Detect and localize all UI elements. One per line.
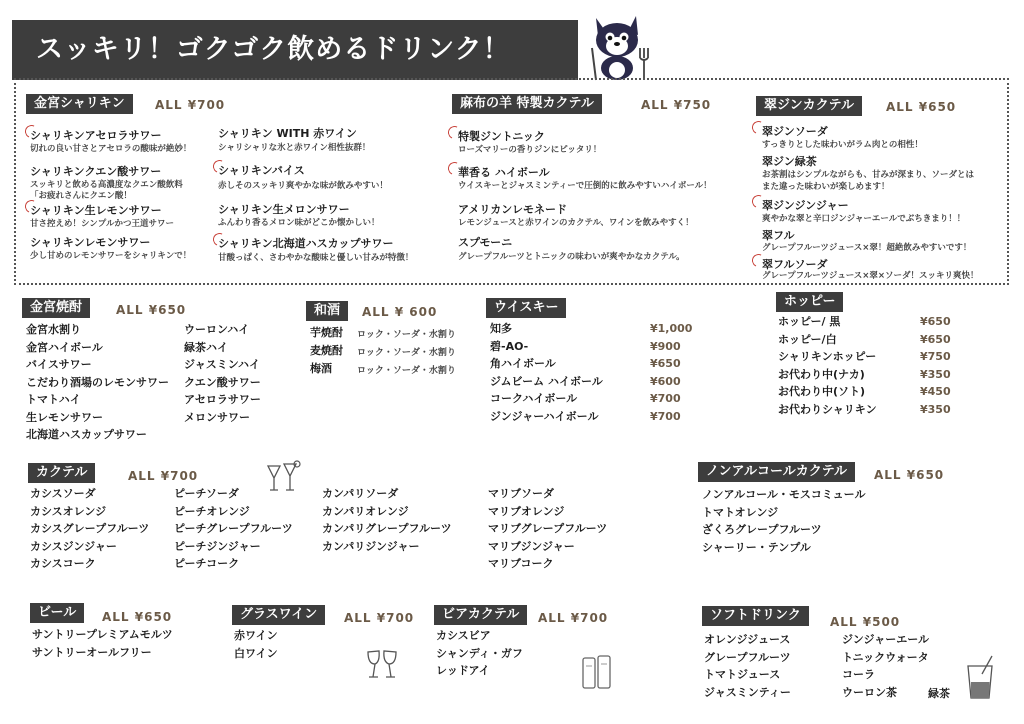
soft-drink-glass-icon (962, 654, 998, 700)
menu-list (32, 626, 173, 661)
menu-item-price: ¥600 (650, 374, 681, 388)
menu-item: ジャスミンハイ (184, 358, 261, 371)
menu-item: シャンディ・ガフ (436, 646, 523, 660)
menu-item: 翠ジンジンジャー (762, 199, 849, 212)
menu-item-desc: ウイスキーとジャスミンティーで圧倒的に飲みやすいハイボール！ (458, 181, 712, 191)
menu-item: ピーチジンジャー (174, 539, 261, 553)
mascot-logo (584, 10, 654, 82)
section-price-cocktail: ALL ¥700 (128, 469, 199, 483)
menu-item-price: ¥350 (920, 367, 951, 381)
menu-item: お代わり中(ナカ) (778, 367, 865, 381)
menu-item: 特製ジントニック (458, 130, 545, 143)
menu-item-price: ¥450 (920, 385, 951, 398)
menu-item: 麦焼酎 (310, 344, 343, 357)
menu-item: シャリキンホッピー (778, 350, 877, 363)
menu-item: 知多 (490, 322, 512, 335)
menu-item-desc: レモンジュースと赤ワインのカクテル、ワインを飲みやすく！ (458, 218, 694, 228)
section-price-sake: ALL ¥ 600 (362, 305, 438, 319)
section-title-cocktail: カクテル (28, 463, 95, 483)
section-title-special-cocktail: 麻布の羊 特製カクテル (452, 94, 602, 114)
wine-glasses-icon (364, 646, 400, 682)
menu-item: カンパリオレンジ (322, 504, 409, 518)
beer-mugs-icon (580, 652, 614, 692)
menu-item: マリブオレンジ (488, 504, 565, 518)
menu-item-desc: また違った味わいが楽しめます！ (762, 182, 890, 192)
section-title-shariki: 金宮シャリキン (26, 94, 133, 114)
menu-item: サントリープレミアムモルツ (32, 628, 173, 641)
menu-item: ホッピー/ 黒 (778, 315, 841, 328)
menu-item: ウーロン茶 (842, 685, 897, 699)
menu-item-price: ¥650 (920, 332, 951, 346)
menu-list (174, 485, 293, 573)
menu-item-price: ¥1,000 (650, 322, 693, 335)
section-title-kinmiya: 金宮焼酎 (22, 298, 90, 318)
menu-item-desc: グレープフルーツジュース×翠！超絶飲みやすいです！ (762, 243, 972, 253)
menu-item-desc: ふんわり香るメロン味がどこか懐かしい！ (218, 218, 380, 228)
menu-item-price: ¥650 (920, 315, 951, 328)
section-price-special-cocktail: ALL ¥750 (641, 98, 712, 112)
menu-item: コークハイボール (490, 392, 578, 405)
menu-item: シャリキン生レモンサワー (30, 204, 162, 217)
section-title-wine: グラスワイン (232, 605, 325, 625)
menu-item-price: ¥700 (650, 392, 681, 405)
menu-item: 緑茶 (928, 687, 950, 700)
section-price-beer: ALL ¥650 (102, 610, 173, 624)
menu-item: バイスサワー (26, 358, 92, 371)
menu-list (30, 485, 149, 573)
menu-item-price: ¥750 (920, 350, 951, 363)
menu-item: シャリキン WITH 赤ワイン (218, 127, 357, 140)
section-title-beer: ビール (30, 603, 84, 623)
menu-item: 生レモンサワー (26, 410, 103, 424)
menu-item: カシスコーク (30, 557, 96, 570)
section-title-soft-drink: ソフトドリンク (702, 606, 809, 626)
menu-item-note: ロック・ソーダ・水割り (357, 348, 456, 358)
menu-item: カシスオレンジ (30, 504, 107, 518)
menu-item: マリブグレープフルーツ (488, 522, 608, 535)
menu-item: 梅酒 (310, 362, 332, 375)
menu-item-desc: 甘酸っぱく、さわやかな酸味と優しい甘みが特徴！ (218, 253, 414, 263)
menu-item: 芋焼酎 (310, 326, 343, 339)
menu-item: 角ハイボール (490, 357, 556, 370)
menu-item: シャリキンバイス (218, 164, 305, 177)
menu-item: ジンジャーエール (842, 633, 930, 646)
menu-list (234, 627, 278, 662)
menu-item: 金宮水割り (26, 323, 81, 336)
menu-item-desc: 少し甘めのレモンサワーをシャリキンで！ (30, 251, 192, 261)
section-price-beer-cocktail: ALL ¥700 (538, 611, 609, 625)
menu-list (488, 485, 607, 573)
menu-item: カシスビア (436, 629, 491, 642)
menu-item: カシスジンジャー (30, 539, 117, 553)
menu-item: シャリキン北海道ハスカップサワー (218, 237, 394, 250)
menu-item-note: ロック・ソーダ・水割り (357, 366, 456, 376)
menu-item: トマトジュース (704, 668, 781, 681)
price-list (650, 320, 692, 425)
menu-item-desc: グレープフルーツジュース×翠×ソーダ！スッキリ爽快！ (762, 271, 979, 281)
menu-item: お代わり中(ソト) (778, 385, 866, 398)
menu-item: ジムビーム ハイボール (490, 374, 603, 388)
menu-item-desc: 赤しそのスッキリ爽やかな味が飲みやすい！ (218, 181, 388, 191)
menu-item-price: ¥700 (650, 409, 681, 423)
section-price-soft-drink: ALL ¥500 (830, 615, 901, 629)
menu-item: カンパリグレープフルーツ (322, 522, 452, 535)
price-list (920, 313, 951, 418)
menu-list (490, 320, 603, 425)
menu-item: 碧-AO- (490, 339, 529, 353)
menu-item-price: ¥650 (650, 357, 681, 370)
menu-item-desc: グレープフルーツとトニックの味わいが爽やかなカクテル。 (458, 252, 685, 262)
menu-item: 翠ジン緑茶 (762, 155, 817, 168)
menu-item: カシスソーダ (30, 487, 96, 500)
menu-list (26, 321, 169, 444)
menu-item: 赤ワイン (234, 629, 278, 642)
section-price-wine: ALL ¥700 (344, 611, 415, 625)
menu-item: アセロラサワー (184, 393, 261, 406)
menu-item: 翠フルソーダ (762, 258, 828, 271)
menu-item-desc: 爽やかな翠と辛口ジンジャーエールでぶちきまり！！ (762, 214, 966, 224)
section-price-kinmiya: ALL ¥650 (116, 303, 187, 317)
menu-item-desc: ローズマリーの香りジンにピッタリ！ (458, 145, 602, 155)
menu-item: シャリキンアセロラサワー (30, 129, 162, 142)
page-title: スッキリ！ゴクゴク飲めるドリンク！ (12, 20, 578, 80)
menu-item: トマトオレンジ (702, 505, 779, 519)
menu-item: 翠ジンソーダ (762, 125, 828, 138)
menu-item: お代わりシャリキン (778, 402, 877, 416)
menu-list (322, 485, 452, 555)
menu-item: ジャスミンティー (704, 685, 791, 699)
menu-item-desc: シャリシャリな氷と赤ワイン相性抜群！ (218, 143, 371, 153)
menu-item-desc: スッキリと飲める高濃度なクエン酸飲料 (30, 180, 183, 190)
menu-item: ピーチオレンジ (174, 504, 250, 518)
section-title-whisky: ウイスキー (486, 298, 566, 318)
menu-item: メロンサワー (184, 410, 250, 424)
section-price-nonalcohol: ALL ¥650 (874, 468, 945, 482)
menu-item: こだわり酒場のレモンサワー (26, 375, 169, 389)
menu-item-desc: すっきりとした味わいがラム肉との相性！ (762, 140, 923, 150)
menu-item: コーラ (842, 668, 875, 681)
menu-item: オレンジジュース (704, 633, 791, 646)
menu-item: シャリキンレモンサワー (30, 236, 151, 249)
menu-item: カシスグレープフルーツ (30, 522, 150, 535)
menu-item: ホッピー/白 (778, 332, 837, 346)
menu-item-price: ¥900 (650, 339, 681, 353)
menu-item-price: ¥350 (920, 402, 951, 416)
section-price-sui-gin: ALL ¥650 (886, 100, 957, 114)
section-title-beer-cocktail: ビアカクテル (434, 605, 527, 625)
menu-item: グレープフルーツ (704, 650, 791, 664)
menu-item: ざくろグレープフルーツ (702, 523, 822, 536)
menu-item: 金宮ハイボール (26, 340, 103, 354)
section-price-shariki: ALL ¥700 (155, 98, 226, 112)
menu-item: ピーチコーク (174, 557, 240, 570)
menu-list (704, 631, 791, 701)
menu-item: アメリカンレモネード (458, 203, 567, 216)
menu-list (842, 631, 929, 701)
section-title-sui-gin: 翠ジンカクテル (756, 96, 862, 116)
menu-list (778, 313, 877, 418)
menu-item: ピーチグレープフルーツ (174, 522, 293, 535)
menu-item: シャーリー・テンプル (702, 540, 811, 554)
menu-item: シャリキンクエン酸サワー (30, 165, 162, 178)
menu-item: 北海道ハスカップサワー (26, 428, 147, 441)
menu-item-desc: 切れの良い甘さとアセロラの酸味が絶妙！ (30, 144, 192, 154)
menu-item: レッドアイ (436, 664, 490, 677)
menu-item: 緑茶ハイ (184, 340, 228, 354)
menu-item: ウーロンハイ (184, 323, 250, 336)
menu-item-desc: お茶割はシンプルながらも、甘みが深まり、ソーダとは (762, 170, 974, 180)
menu-item: トマトハイ (26, 393, 81, 406)
menu-item: シャリキン生メロンサワー (218, 203, 350, 216)
menu-item: マリブコーク (488, 557, 554, 570)
menu-item-note: ロック・ソーダ・水割り (357, 330, 456, 340)
section-title-sake: 和酒 (306, 301, 348, 321)
menu-item: マリブジンジャー (488, 539, 575, 553)
menu-item: ジンジャーハイボール (490, 409, 599, 423)
menu-item: ノンアルコール・モスコミュール (702, 488, 866, 501)
menu-list (702, 486, 865, 556)
menu-item: カンパリジンジャー (322, 539, 420, 553)
section-title-nonalcohol: ノンアルコールカクテル (698, 462, 855, 482)
menu-item: クエン酸サワー (184, 375, 261, 389)
menu-item: カンパリソーダ (322, 487, 399, 500)
menu-item: 翠フル (762, 229, 795, 242)
menu-list (436, 627, 523, 680)
menu-list (184, 321, 261, 426)
menu-item: トニックウォータ (842, 650, 929, 664)
menu-item: マリブソーダ (488, 487, 554, 500)
menu-item: スプモーニ (458, 236, 513, 249)
menu-item-desc: 甘さ控えめ！シンプルかつ王道サワー (30, 219, 174, 229)
menu-item: サントリーオールフリー (32, 645, 152, 659)
section-title-hoppy: ホッピー (776, 292, 843, 312)
menu-item: 白ワイン (234, 646, 278, 660)
menu-item: ピーチソーダ (174, 487, 239, 500)
menu-item: 華香る ハイボール (458, 166, 550, 179)
menu-item-desc: 「お疲れさんにクエン酸！ (30, 191, 132, 201)
